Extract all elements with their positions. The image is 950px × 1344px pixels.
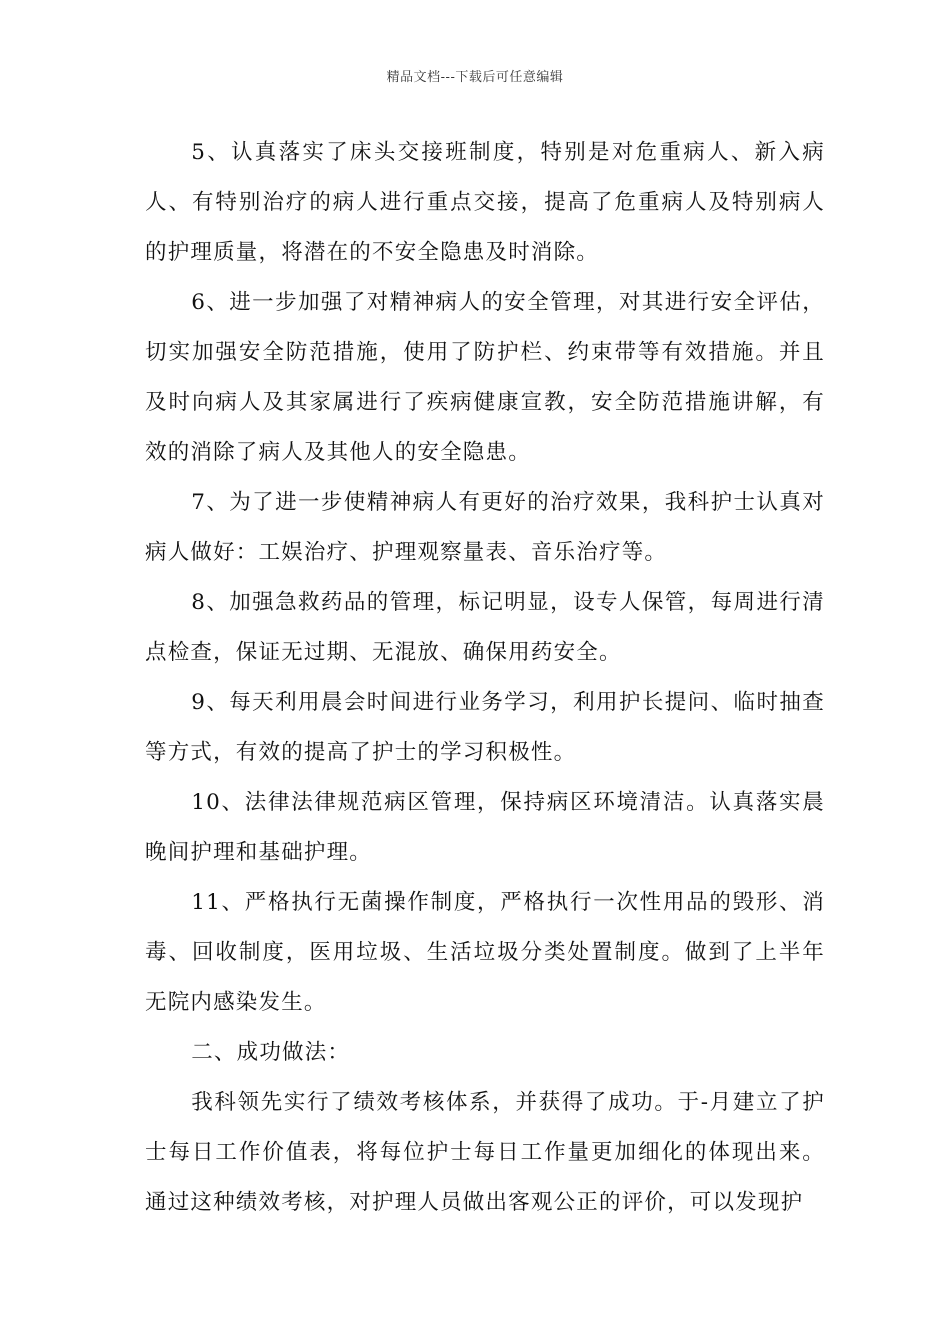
section-heading: 二、成功做法： bbox=[191, 1040, 351, 1065]
paragraph-item-5: 5、认真落实了床头交接班制度，特别是对危重病人、新入病人、有特别治疗的病人进行重点交接，提高了危重病人及特别病人的护理质量，将潜在的不安全隐患及时消除。 bbox=[145, 140, 825, 265]
paragraph-item-10: 10、法律法律规范病区管理，保持病区环境清洁。认真落实晨晚间护理和基础护理。 bbox=[145, 790, 825, 865]
body-paragraph: 我科领先实行了绩效考核体系，并获得了成功。于-月建立了护士每日工作价值表，将每位护士每日工作量更加细化的体现出来。通过这种绩效考核，对护理人员做出客观公正的评价，可以发现护 bbox=[145, 1090, 825, 1215]
paragraph-item-9: 9、每天利用晨会时间进行业务学习，利用护长提问、临时抽查等方式，有效的提高了护士的学习积极性。 bbox=[145, 690, 825, 765]
paragraph-item-6: 6、进一步加强了对精神病人的安全管理，对其进行安全评估，切实加强安全防范措施，使用了防护栏、约束带等有效措施。并且及时向病人及其家属进行了疾病健康宣教，安全防范措施讲解，有效的消除了病人及其他人的安全隐患。 bbox=[145, 290, 825, 465]
page-header: 精品文档---下载后可任意编辑 bbox=[386, 70, 564, 85]
document-body bbox=[145, 128, 825, 1228]
paragraph-item-8: 8、加强急救药品的管理，标记明显，设专人保管，每周进行清点检查，保证无过期、无混放、确保用药安全。 bbox=[145, 590, 825, 665]
paragraph-item-11: 11、严格执行无菌操作制度，严格执行一次性用品的毁形、消毒、回收制度，医用垃圾、生活垃圾分类处置制度。做到了上半年无院内感染发生。 bbox=[145, 890, 825, 1015]
paragraph-item-7: 7、为了进一步使精神病人有更好的治疗效果，我科护士认真对病人做好：工娱治疗、护理观察量表、音乐治疗等。 bbox=[145, 490, 825, 565]
